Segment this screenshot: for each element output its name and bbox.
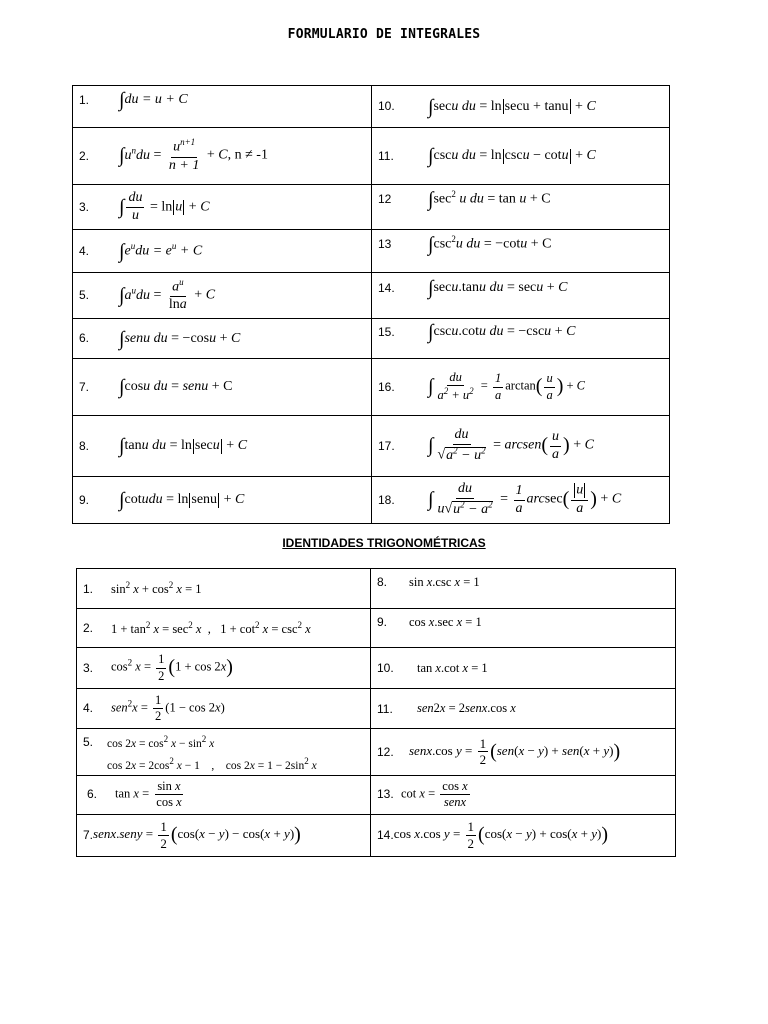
formula: $\sin^2 x + \cos^2 x = 1$ <box>111 580 202 597</box>
identity-cell-7: 7.senx.seny = $\frac{1}{2}$ (cos(x − y) − cos(x + y)) <box>77 814 371 856</box>
formula: ∫ $\frac{du}{a^2 + u^2}$ = $\frac{1}{a}$ arctan( $\frac{u}{a}$ ) + C <box>428 370 586 403</box>
integral-cell-4: 4. $\int e^udu = e^u + C$ <box>73 230 372 273</box>
section-title: IDENTIDADES TRIGONOMÉTRICAS <box>282 536 486 550</box>
identity-cell-6: 6. tan x = $\frac{\text{sin x}}{\text{cos x}}$ <box>77 775 371 814</box>
formula: sin x.csc x = 1 <box>409 574 480 589</box>
integral-cell-3: 3. ∫ $\frac{du}{u}$ = ln u + C <box>73 185 372 230</box>
formula: ∫du = u + C <box>119 89 188 111</box>
formula: $\cos 2x = \cos^2 x - \sin^2 x$ <box>107 734 215 750</box>
formula: ∫secu.tanu du = secu + C <box>428 277 568 299</box>
formula: $1 + \tan^2 x = \sec^2 x$ , $1 + \cot^2 x = \csc^2 x$ <box>111 619 311 636</box>
integrals-table <box>72 85 670 524</box>
formula: cot x = $\frac{\text{cos x}}{\text{senx}}$ <box>401 779 468 810</box>
integral-cell-6: 6. ∫senu du = −cosu + C <box>73 319 372 359</box>
integral-cell-1: 1. ∫du = u + C <box>73 86 372 128</box>
integral-cell-8: 8. ∫tanu du = ln secu + C <box>73 416 372 477</box>
page-title: FORMULARIO DE INTEGRALES <box>287 27 481 42</box>
integral-cell-14: 14. ∫secu.tanu du = secu + C <box>372 273 670 319</box>
integral-cell-5: 5. $\int a^udu$ = $\frac{a^u}{\ln a}$ + C <box>73 273 372 319</box>
identity-cell-5: 5. $\cos 2x = \cos^2 x - \sin^2 x$ $\cos 2x = 2\cos^2$ x − 1 , $\cos 2x = 1 - 2\sin^2$ x <box>77 729 371 776</box>
integral-cell-18: 18. ∫ $\frac{du}{u√u^2 - a^2}$ = $\frac{1}{a}$ arcsec( $\frac{u}{a}$ ) + C <box>372 477 670 524</box>
integral-cell-15: 15. ∫cscu.cotu du = −cscu + C <box>372 319 670 359</box>
formula: $\int u^ndu$ = $\frac{u^{n+1}}{n + 1}$ + C, n ≠ -1 <box>119 137 268 173</box>
formula: $\int e^udu = e^u + C$ <box>119 240 203 263</box>
formula: senx.seny = $\frac{1}{2}$ (cos(x − y) − cos(x + y)) <box>93 819 301 851</box>
identity-cell-13: 13. cot x = $\frac{\text{cos x}}{\text{senx}}$ <box>371 775 676 814</box>
identity-cell-12: 12. senx.cos y = $\frac{1}{2}$ (sen(x − y) + sen(x + y)) <box>371 729 676 776</box>
formula: ∫cotudu = ln senu + C <box>119 489 245 511</box>
integral-cell-17: 17. ∫ $\frac{du}{√a^2 - u^2}$ = arcsen( $\frac{u}{a}$ ) + C <box>372 416 670 477</box>
formula: $\cos 2x = 2\cos^2$ x − 1 , $\cos 2x = 1 - 2\sin^2$ x <box>107 755 317 772</box>
formula: senx.cos y = $\frac{1}{2}$ (sen(x − y) + sen(x + y)) <box>409 735 621 768</box>
formula: ∫ $\frac{du}{u}$ = ln u + C <box>119 189 210 223</box>
formula: tan x.cot x = 1 <box>417 660 488 675</box>
formula: cos x.cos y = $\frac{1}{2}$ (cos(x − y) + cos(x + y)) <box>393 819 609 851</box>
formula: $\int\sec^2$ u du = tan u + C <box>428 188 551 211</box>
identity-cell-2: 2. $1 + \tan^2 x = \sec^2 x$ , $1 + \cot^2 x = \csc^2 x$ <box>77 609 371 648</box>
integral-cell-10: 10. ∫secu du = ln secu + tanu + C <box>372 86 670 128</box>
formula: ∫cscu.cotu du = −cscu + C <box>428 321 576 343</box>
formula: sen2x = 2senx.cos x <box>417 701 516 716</box>
identity-cell-1: 1. $\sin^2 x + \cos^2 x = 1$ <box>77 569 371 609</box>
integral-cell-2: 2. $\int u^ndu$ = $\frac{u^{n+1}}{n + 1}$ + C, n ≠ -1 <box>73 128 372 185</box>
formula: ∫cosu du = senu + C <box>119 376 233 398</box>
identity-cell-8: 8. sin x.csc x = 1 <box>371 569 676 609</box>
identities-table <box>76 568 676 857</box>
formula: $\cos^2 x$ = $\frac{1}{2}$ (1 + cos 2x) <box>111 652 233 683</box>
integral-cell-7: 7. ∫cosu du = senu + C <box>73 359 372 416</box>
formula: sen$^2$x = $\frac{1}{2}$ (1 − cos 2x) <box>111 692 225 723</box>
integral-cell-9: 9. ∫cotudu = ln senu + C <box>73 477 372 524</box>
formula: tan x = $\frac{\text{sin x}}{\text{cos x}}$ <box>115 779 182 810</box>
identity-cell-10: 10. tan x.cot x = 1 <box>371 648 676 689</box>
formula: $\int\csc^2u$ du = −cotu + C <box>428 233 552 256</box>
integral-cell-11: 11. ∫cscu du = ln cscu − cotu + C <box>372 128 670 185</box>
formula: ∫cscu du = ln cscu − cotu + C <box>428 145 596 167</box>
formula: ∫ $\frac{du}{√a^2 - u^2}$ = arcsen( $\frac{u}{a}$ ) + C <box>428 427 594 463</box>
formula: $\int a^udu$ = $\frac{a^u}{\ln a}$ + C <box>119 276 216 313</box>
formula: ∫tanu du = ln secu + C <box>119 435 248 457</box>
formula: ∫senu du = −cosu + C <box>119 327 241 350</box>
identity-cell-9: 9. cos x.sec x = 1 <box>371 609 676 648</box>
identity-cell-3: 3. $\cos^2 x$ = $\frac{1}{2}$ (1 + cos 2x) <box>77 648 371 689</box>
formula: ∫secu du = ln secu + tanu + C <box>428 95 596 118</box>
formula: cos x.sec x = 1 <box>409 614 482 629</box>
identity-cell-14: 14.cos x.cos y = $\frac{1}{2}$ (cos(x − y) + cos(x + y)) <box>371 814 676 856</box>
identity-cell-11: 11. sen2x = 2senx.cos x <box>371 689 676 729</box>
formula: ∫ $\frac{du}{u√u^2 - a^2}$ = $\frac{1}{a}$ arcsec( $\frac{u}{a}$ ) + C <box>428 481 622 517</box>
integral-cell-16: 16. ∫ $\frac{du}{a^2 + u^2}$ = $\frac{1}{a}$ arctan( $\frac{u}{a}$ ) + C <box>372 359 670 416</box>
identity-cell-4: 4. sen$^2$x = $\frac{1}{2}$ (1 − cos 2x) <box>77 689 371 729</box>
integral-cell-12: 12 $\int\sec^2$ u du = tan u + C <box>372 185 670 230</box>
integral-cell-13: 13 $\int\csc^2u$ du = −cotu + C <box>372 230 670 273</box>
